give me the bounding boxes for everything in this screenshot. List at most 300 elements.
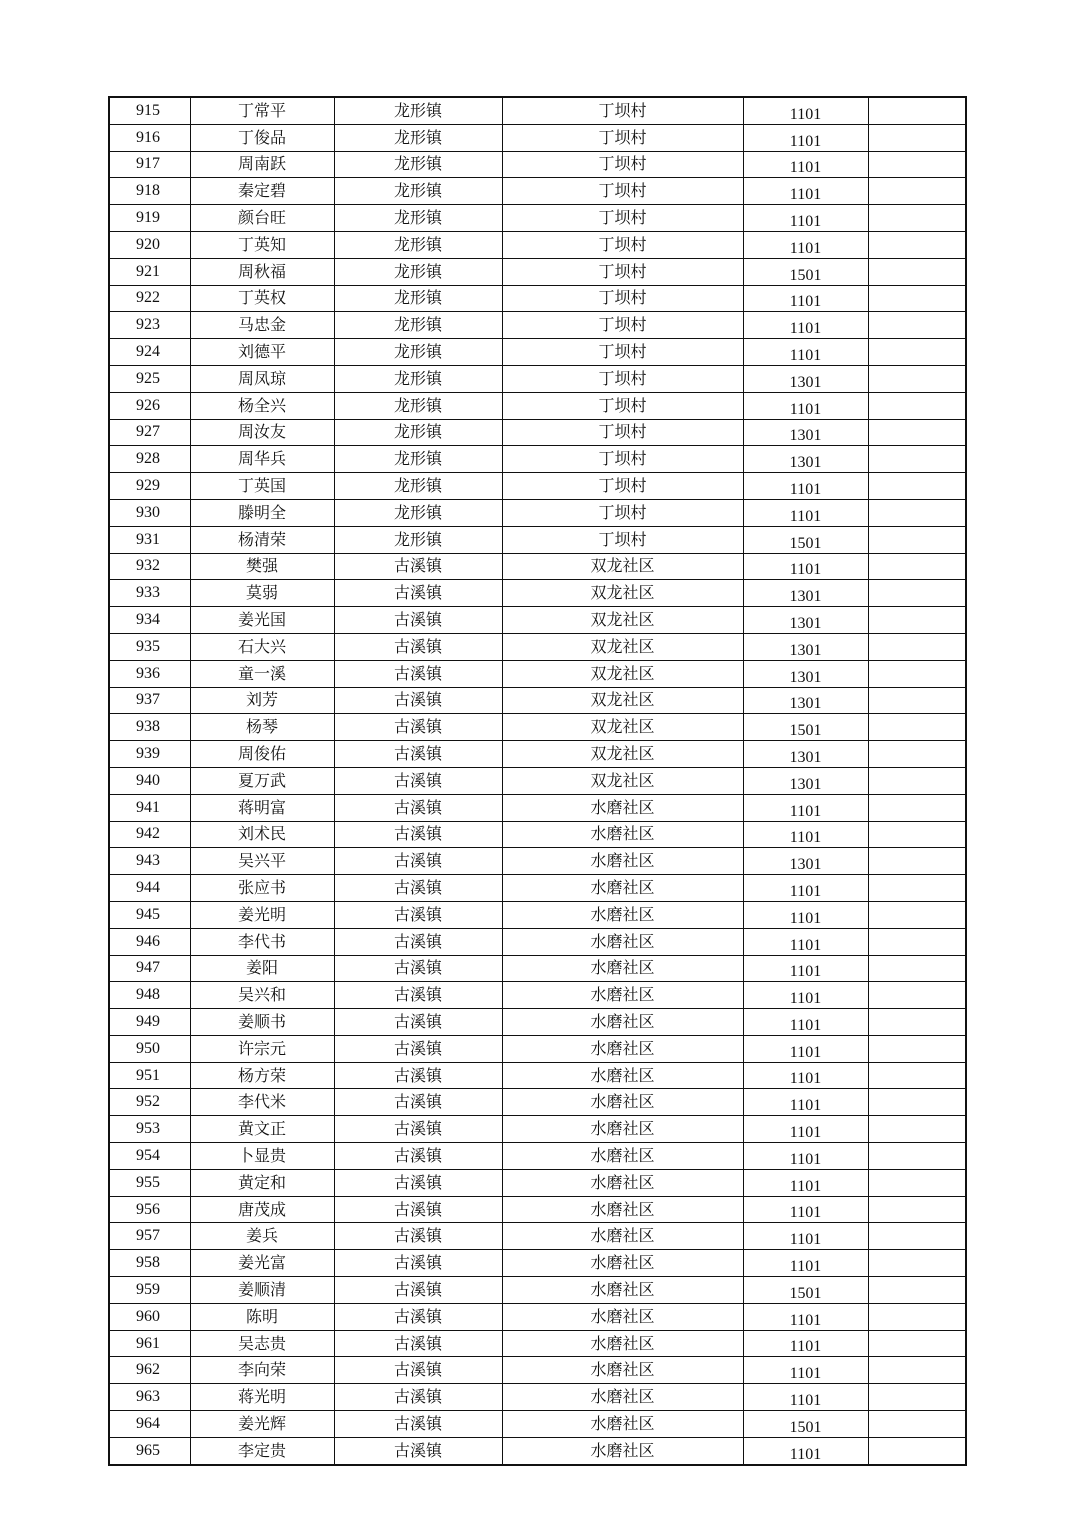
town-name: 古溪镇: [334, 1196, 502, 1223]
person-name: 姜光国: [190, 607, 334, 634]
note-cell: [868, 1330, 966, 1357]
village-name: 水磨社区: [502, 1277, 743, 1304]
town-name: 古溪镇: [334, 794, 502, 821]
table-row: [109, 419, 966, 446]
town-name: 古溪镇: [334, 553, 502, 580]
table-row: [109, 97, 966, 124]
category-code: 1101: [743, 794, 868, 821]
person-name: 姜光富: [190, 1250, 334, 1277]
row-number: 963: [109, 1384, 190, 1411]
table-row: [109, 1357, 966, 1384]
person-name: 周凤琼: [190, 365, 334, 392]
person-name: 周南跃: [190, 151, 334, 178]
note-cell: [868, 473, 966, 500]
village-name: 丁坝村: [502, 178, 743, 205]
person-name: 周俊佑: [190, 741, 334, 768]
village-name: 双龙社区: [502, 714, 743, 741]
table-row: [109, 205, 966, 232]
note-cell: [868, 607, 966, 634]
village-name: 丁坝村: [502, 205, 743, 232]
category-code: 1101: [743, 1143, 868, 1170]
village-name: 丁坝村: [502, 365, 743, 392]
category-code: 1101: [743, 231, 868, 258]
note-cell: [868, 1035, 966, 1062]
person-name: 秦定碧: [190, 178, 334, 205]
row-number: 941: [109, 794, 190, 821]
person-name: 童一溪: [190, 660, 334, 687]
row-number: 960: [109, 1303, 190, 1330]
town-name: 古溪镇: [334, 660, 502, 687]
note-cell: [868, 928, 966, 955]
table-row: [109, 339, 966, 366]
row-number: 920: [109, 231, 190, 258]
person-name: 莫弱: [190, 580, 334, 607]
table-row: [109, 660, 966, 687]
town-name: 龙形镇: [334, 258, 502, 285]
table-row: [109, 714, 966, 741]
category-code: 1101: [743, 285, 868, 312]
row-number: 965: [109, 1437, 190, 1464]
village-name: 水磨社区: [502, 875, 743, 902]
person-name: 丁英知: [190, 231, 334, 258]
note-cell: [868, 633, 966, 660]
row-number: 940: [109, 767, 190, 794]
person-name: 李代米: [190, 1089, 334, 1116]
note-cell: [868, 1009, 966, 1036]
note-cell: [868, 365, 966, 392]
table-row: [109, 1089, 966, 1116]
row-number: 944: [109, 875, 190, 902]
person-name: 黄定和: [190, 1169, 334, 1196]
note-cell: [868, 1277, 966, 1304]
village-name: 丁坝村: [502, 499, 743, 526]
note-cell: [868, 714, 966, 741]
note-cell: [868, 1437, 966, 1464]
person-name: 姜兵: [190, 1223, 334, 1250]
person-name: 李代书: [190, 928, 334, 955]
row-number: 945: [109, 901, 190, 928]
village-name: 双龙社区: [502, 580, 743, 607]
note-cell: [868, 1303, 966, 1330]
row-number: 956: [109, 1196, 190, 1223]
table-row: [109, 1330, 966, 1357]
town-name: 古溪镇: [334, 607, 502, 634]
town-name: 龙形镇: [334, 205, 502, 232]
note-cell: [868, 955, 966, 982]
row-number: 934: [109, 607, 190, 634]
person-name: 樊强: [190, 553, 334, 580]
town-name: 古溪镇: [334, 848, 502, 875]
town-name: 古溪镇: [334, 901, 502, 928]
table-row: [109, 901, 966, 928]
town-name: 龙形镇: [334, 526, 502, 553]
village-name: 丁坝村: [502, 258, 743, 285]
town-name: 古溪镇: [334, 1009, 502, 1036]
category-code: 1101: [743, 1250, 868, 1277]
category-code: 1101: [743, 1009, 868, 1036]
village-name: 水磨社区: [502, 1437, 743, 1464]
person-name: 李向荣: [190, 1357, 334, 1384]
village-name: 水磨社区: [502, 1196, 743, 1223]
table-row: [109, 499, 966, 526]
row-number: 921: [109, 258, 190, 285]
category-code: 1101: [743, 339, 868, 366]
town-name: 古溪镇: [334, 982, 502, 1009]
note-cell: [868, 419, 966, 446]
row-number: 953: [109, 1116, 190, 1143]
category-code: 1101: [743, 1196, 868, 1223]
note-cell: [868, 285, 966, 312]
person-name: 吴志贵: [190, 1330, 334, 1357]
town-name: 古溪镇: [334, 767, 502, 794]
town-name: 龙形镇: [334, 231, 502, 258]
category-code: 1101: [743, 1089, 868, 1116]
category-code: 1101: [743, 1330, 868, 1357]
person-name: 杨清荣: [190, 526, 334, 553]
note-cell: [868, 1169, 966, 1196]
row-number: 949: [109, 1009, 190, 1036]
row-number: 935: [109, 633, 190, 660]
person-name: 滕明全: [190, 499, 334, 526]
table-row: [109, 767, 966, 794]
row-number: 942: [109, 821, 190, 848]
note-cell: [868, 1196, 966, 1223]
village-name: 水磨社区: [502, 1330, 743, 1357]
category-code: 1101: [743, 1169, 868, 1196]
row-number: 952: [109, 1089, 190, 1116]
person-name: 许宗元: [190, 1035, 334, 1062]
village-name: 丁坝村: [502, 312, 743, 339]
person-name: 吴兴和: [190, 982, 334, 1009]
person-name: 颜台旺: [190, 205, 334, 232]
village-name: 双龙社区: [502, 633, 743, 660]
row-number: 947: [109, 955, 190, 982]
note-cell: [868, 446, 966, 473]
town-name: 古溪镇: [334, 1330, 502, 1357]
person-name: 杨方荣: [190, 1062, 334, 1089]
person-name: 石大兴: [190, 633, 334, 660]
row-number: 932: [109, 553, 190, 580]
table-row: [109, 1035, 966, 1062]
note-cell: [868, 1143, 966, 1170]
village-name: 水磨社区: [502, 1411, 743, 1438]
category-code: 1101: [743, 124, 868, 151]
note-cell: [868, 875, 966, 902]
row-number: 929: [109, 473, 190, 500]
village-name: 水磨社区: [502, 1223, 743, 1250]
person-name: 刘芳: [190, 687, 334, 714]
row-number: 917: [109, 151, 190, 178]
person-name: 蒋明富: [190, 794, 334, 821]
category-code: 1101: [743, 392, 868, 419]
town-name: 龙形镇: [334, 178, 502, 205]
village-name: 丁坝村: [502, 231, 743, 258]
table-row: [109, 392, 966, 419]
category-code: 1301: [743, 660, 868, 687]
town-name: 龙形镇: [334, 473, 502, 500]
table-row: [109, 526, 966, 553]
table-row: [109, 1116, 966, 1143]
note-cell: [868, 97, 966, 124]
row-number: 961: [109, 1330, 190, 1357]
category-code: 1101: [743, 1116, 868, 1143]
category-code: 1101: [743, 1357, 868, 1384]
person-name: 唐茂成: [190, 1196, 334, 1223]
town-name: 龙形镇: [334, 392, 502, 419]
note-cell: [868, 339, 966, 366]
person-name: 姜顺书: [190, 1009, 334, 1036]
row-number: 923: [109, 312, 190, 339]
category-code: 1501: [743, 714, 868, 741]
person-name: 丁常平: [190, 97, 334, 124]
person-name: 黄文正: [190, 1116, 334, 1143]
row-number: 927: [109, 419, 190, 446]
row-number: 918: [109, 178, 190, 205]
town-name: 古溪镇: [334, 1223, 502, 1250]
village-name: 丁坝村: [502, 392, 743, 419]
table-row: [109, 312, 966, 339]
note-cell: [868, 580, 966, 607]
note-cell: [868, 767, 966, 794]
row-number: 948: [109, 982, 190, 1009]
town-name: 龙形镇: [334, 446, 502, 473]
village-name: 水磨社区: [502, 794, 743, 821]
category-code: 1101: [743, 97, 868, 124]
person-name: 马忠金: [190, 312, 334, 339]
person-name: 周华兵: [190, 446, 334, 473]
note-cell: [868, 1250, 966, 1277]
row-number: 951: [109, 1062, 190, 1089]
note-cell: [868, 1223, 966, 1250]
town-name: 古溪镇: [334, 633, 502, 660]
table-row: [109, 258, 966, 285]
table-row: [109, 1062, 966, 1089]
town-name: 古溪镇: [334, 1303, 502, 1330]
town-name: 古溪镇: [334, 580, 502, 607]
village-name: 丁坝村: [502, 446, 743, 473]
category-code: 1301: [743, 580, 868, 607]
row-number: 957: [109, 1223, 190, 1250]
person-name: 丁俊品: [190, 124, 334, 151]
village-name: 水磨社区: [502, 1303, 743, 1330]
table-row: [109, 687, 966, 714]
category-code: 1101: [743, 473, 868, 500]
town-name: 古溪镇: [334, 1437, 502, 1464]
category-code: 1301: [743, 419, 868, 446]
town-name: 龙形镇: [334, 97, 502, 124]
village-name: 丁坝村: [502, 473, 743, 500]
town-name: 龙形镇: [334, 124, 502, 151]
village-name: 丁坝村: [502, 419, 743, 446]
person-name: 夏万武: [190, 767, 334, 794]
table-row: [109, 607, 966, 634]
note-cell: [868, 1062, 966, 1089]
village-name: 双龙社区: [502, 553, 743, 580]
person-name: 丁英国: [190, 473, 334, 500]
category-code: 1501: [743, 1277, 868, 1304]
village-name: 水磨社区: [502, 848, 743, 875]
row-number: 955: [109, 1169, 190, 1196]
category-code: 1101: [743, 1035, 868, 1062]
town-name: 古溪镇: [334, 1384, 502, 1411]
row-number: 933: [109, 580, 190, 607]
table-row: [109, 151, 966, 178]
town-name: 古溪镇: [334, 875, 502, 902]
row-number: 931: [109, 526, 190, 553]
town-name: 古溪镇: [334, 955, 502, 982]
table-row: [109, 1250, 966, 1277]
category-code: 1101: [743, 205, 868, 232]
town-name: 龙形镇: [334, 151, 502, 178]
village-name: 水磨社区: [502, 1384, 743, 1411]
town-name: 古溪镇: [334, 1035, 502, 1062]
person-name: 姜光辉: [190, 1411, 334, 1438]
note-cell: [868, 526, 966, 553]
village-name: 丁坝村: [502, 151, 743, 178]
table-row: [109, 285, 966, 312]
note-cell: [868, 901, 966, 928]
village-name: 水磨社区: [502, 1143, 743, 1170]
category-code: 1301: [743, 848, 868, 875]
note-cell: [868, 178, 966, 205]
category-code: 1301: [743, 687, 868, 714]
row-number: 928: [109, 446, 190, 473]
town-name: 龙形镇: [334, 365, 502, 392]
table-row: [109, 1169, 966, 1196]
person-name: 刘德平: [190, 339, 334, 366]
town-name: 古溪镇: [334, 1250, 502, 1277]
village-name: 丁坝村: [502, 526, 743, 553]
village-name: 水磨社区: [502, 1089, 743, 1116]
row-number: 964: [109, 1411, 190, 1438]
note-cell: [868, 231, 966, 258]
village-name: 双龙社区: [502, 687, 743, 714]
category-code: 1101: [743, 982, 868, 1009]
category-code: 1501: [743, 258, 868, 285]
note-cell: [868, 151, 966, 178]
town-name: 古溪镇: [334, 1143, 502, 1170]
note-cell: [868, 392, 966, 419]
town-name: 龙形镇: [334, 312, 502, 339]
row-number: 958: [109, 1250, 190, 1277]
table-row: [109, 1277, 966, 1304]
town-name: 龙形镇: [334, 419, 502, 446]
category-code: 1101: [743, 499, 868, 526]
table-row: [109, 446, 966, 473]
town-name: 古溪镇: [334, 1169, 502, 1196]
village-name: 双龙社区: [502, 767, 743, 794]
town-name: 古溪镇: [334, 1062, 502, 1089]
table-row: [109, 1196, 966, 1223]
row-number: 946: [109, 928, 190, 955]
town-name: 古溪镇: [334, 741, 502, 768]
person-name: 陈明: [190, 1303, 334, 1330]
person-name: 刘术民: [190, 821, 334, 848]
table-row: [109, 231, 966, 258]
category-code: 1101: [743, 178, 868, 205]
row-number: 954: [109, 1143, 190, 1170]
table-row: [109, 178, 966, 205]
note-cell: [868, 312, 966, 339]
table-row: [109, 124, 966, 151]
table-row: [109, 580, 966, 607]
note-cell: [868, 1116, 966, 1143]
note-cell: [868, 821, 966, 848]
village-name: 水磨社区: [502, 928, 743, 955]
row-number: 915: [109, 97, 190, 124]
town-name: 古溪镇: [334, 714, 502, 741]
row-number: 938: [109, 714, 190, 741]
town-name: 龙形镇: [334, 285, 502, 312]
table-row: [109, 1384, 966, 1411]
note-cell: [868, 205, 966, 232]
category-code: 1501: [743, 526, 868, 553]
person-name: 杨琴: [190, 714, 334, 741]
village-name: 水磨社区: [502, 1035, 743, 1062]
person-name: 杨全兴: [190, 392, 334, 419]
row-number: 919: [109, 205, 190, 232]
category-code: 1501: [743, 1411, 868, 1438]
row-number: 943: [109, 848, 190, 875]
town-name: 古溪镇: [334, 928, 502, 955]
town-name: 古溪镇: [334, 1411, 502, 1438]
category-code: 1101: [743, 928, 868, 955]
village-name: 双龙社区: [502, 660, 743, 687]
category-code: 1101: [743, 553, 868, 580]
table-row: [109, 741, 966, 768]
table-row: [109, 553, 966, 580]
category-code: 1101: [743, 312, 868, 339]
town-name: 龙形镇: [334, 499, 502, 526]
village-name: 丁坝村: [502, 124, 743, 151]
town-name: 古溪镇: [334, 1357, 502, 1384]
category-code: 1101: [743, 875, 868, 902]
town-name: 古溪镇: [334, 1277, 502, 1304]
row-number: 922: [109, 285, 190, 312]
note-cell: [868, 1384, 966, 1411]
note-cell: [868, 1089, 966, 1116]
row-number: 959: [109, 1277, 190, 1304]
person-name: 姜顺清: [190, 1277, 334, 1304]
row-number: 936: [109, 660, 190, 687]
village-name: 水磨社区: [502, 1009, 743, 1036]
person-name: 李定贵: [190, 1437, 334, 1464]
person-name: 张应书: [190, 875, 334, 902]
village-name: 水磨社区: [502, 901, 743, 928]
table-row: [109, 1437, 966, 1464]
note-cell: [868, 258, 966, 285]
note-cell: [868, 741, 966, 768]
table-body: [109, 97, 966, 1465]
village-name: 丁坝村: [502, 97, 743, 124]
table-row: [109, 1009, 966, 1036]
category-code: 1101: [743, 151, 868, 178]
table-row: [109, 875, 966, 902]
village-name: 水磨社区: [502, 821, 743, 848]
table-row: [109, 1411, 966, 1438]
table-row: [109, 365, 966, 392]
table-row: [109, 982, 966, 1009]
note-cell: [868, 848, 966, 875]
table-row: [109, 1143, 966, 1170]
category-code: 1301: [743, 446, 868, 473]
row-number: 925: [109, 365, 190, 392]
note-cell: [868, 1411, 966, 1438]
person-name: 吴兴平: [190, 848, 334, 875]
village-name: 水磨社区: [502, 1062, 743, 1089]
table-row: [109, 794, 966, 821]
record-table: [108, 96, 967, 1466]
